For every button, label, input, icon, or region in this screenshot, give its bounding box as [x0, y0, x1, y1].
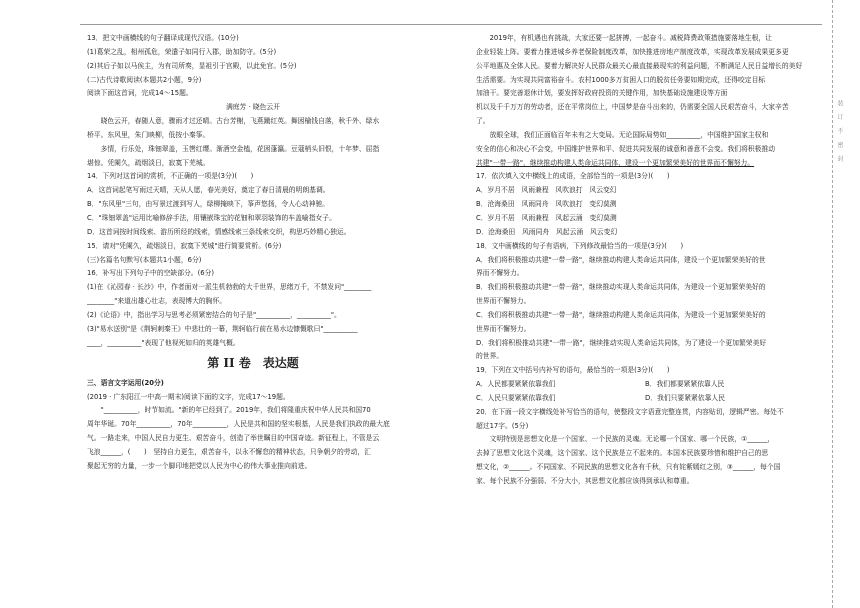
option-18d: D．我们将积极推动共建"一带一路"，继续推动实现人类命运共同体，为了建设一个更加繁荣美好: [476, 338, 767, 347]
passage-line: 安全的信心和决心不会变，中国维护世界和平、促进共同发展的诚意和善意不会变。我们将积极推动: [476, 144, 776, 153]
passage-line: 2019年，有机遇也有挑战，大家还要一起拼搏，一起奋斗。减税降费政策措施要落地生根，让: [489, 34, 772, 42]
passage-line: 气。一路走来，中国人民自力更生、艰苦奋斗，创造了举世瞩目的中国奇迹。新征程上，不管是云: [87, 434, 380, 443]
question-20-cont: 超过17字。(5分): [476, 421, 529, 430]
option-14b: B．"东风里"三句，由写景过渡到写人，绿柳掩映下，筝声悠扬，令人心动神驰。: [87, 200, 330, 209]
option-18a-cont: 界而不懈努力。: [476, 269, 524, 278]
right-column: [476, 32, 814, 489]
poem-line: 晓色云开，春随人意，骤雨才过还晴。古台芳榭，飞燕蹴红英。舞困榆钱自落，秋千外、绿水: [100, 117, 380, 126]
underlined-sentence: 共建"一带一路"，继续推动构建人类命运共同体，建设一个更加繁荣美好的世界而不懈努力。: [476, 158, 755, 167]
poem-line: 桥平。东风里，朱门映柳，低按小秦筝。: [87, 130, 210, 139]
question-16-3: (3)"易水送别"是《荆轲刺秦王》中悲壮的一幕，荆轲临行前在易水边慷慨歌曰"__________: [87, 324, 358, 333]
passage-line: 想文化，②______。不同国家、不同民族的思想文化各有千秋，只有姹紫嫣红之别，③______，每个国: [476, 463, 781, 472]
options-19-row2: [476, 392, 814, 406]
poem-title: 满庭芳 · 晓色云开: [225, 103, 281, 112]
binding-line: [832, 0, 834, 608]
question-16-1-cont: ________"来道出雄心壮志，表现博大的胸怀。: [87, 297, 227, 306]
question-20: 20．在下面一段文字横线处补写恰当的语句，使整段文字语意完整连贯，内容贴切，逻辑严密。每处不: [476, 407, 784, 416]
question-14: 14．下列对这首词的赏析，不正确的一项是(3分)( ): [87, 172, 254, 181]
passage-line: 去掉了思想文化这个灵魂，这个国家、这个民族是立不起来的。本国本民族要珍惜和维护自己的思: [476, 449, 769, 458]
question-16-1: (1)在《沁园春 · 长沙》中，作者面对一派生机勃勃的大千世界，思绪万千，不禁发问"________: [87, 283, 372, 292]
option-19b: B．我们都要紧紧依靠人民: [645, 380, 725, 389]
question-15: 15．请对"凭阑久，疏烟淡日，寂寞下芜城"进行简要赏析。(6分): [87, 241, 282, 250]
part-2-heading: 第 II 卷 表达题: [207, 356, 299, 371]
question-19: 19．下列在文中括号内补写的语句，最恰当的一项是(3分)( ): [476, 366, 670, 375]
passage-line: 周年华诞。70年__________，70年__________，人民是共和国的坚实根基，人民是我们执政的最大底: [87, 420, 390, 429]
option-17d: D．沧海桑田 风雨同舟 风起云涌 风云变幻: [476, 227, 618, 236]
binding-label: 装 订 不 密 封: [836, 100, 843, 165]
question-13-2: (2)其后子如以马俟主，为有司所奏，显祖引于宫殿，以此免官。(5分): [87, 61, 297, 70]
option-18c-cont: 世界而不懈努力。: [476, 324, 531, 333]
option-19c: C．人民只要紧紧依靠我们: [476, 393, 556, 402]
option-18a: A．我们将积极推动共建"一带一路"，继续推动构建人类命运共同体，建设一个更加繁荣美好的世: [476, 255, 766, 264]
question-18: 18．文中画横线的句子有语病，下列修改最恰当的一项是(3分)( ): [476, 241, 684, 250]
poem-line: 堪惊。凭阑久，疏烟淡日，寂寞下芜城。: [87, 158, 210, 167]
option-17c: C．岁月不居 风雨兼程 风起云涌 变幻莫测: [476, 213, 617, 222]
option-17b: B．沧海桑田 风雨同舟 风吹浪打 变幻莫测: [476, 200, 617, 209]
option-17a: A．岁月不居 风雨兼程 风吹浪打 风云变幻: [476, 186, 617, 195]
options-19-row1: [476, 378, 814, 392]
option-14c: C．"珠钿翠盖"运用比喻修辞手法，用镶嵌珠宝的花钿和翠羽装饰的车盖喻指女子。: [87, 213, 336, 222]
question-13: 13．把文中画横线的句子翻译成现代汉语。(10分): [87, 34, 239, 42]
passage-line: 家、每个民族不分强弱、不分大小，其思想文化都应该得到承认和尊重。: [476, 477, 694, 485]
top-rule: [80, 24, 822, 25]
option-18d-cont: 的世界。: [476, 352, 504, 361]
passage-line: 机以及千千万万的劳动者，还在平常岗位上，中国梦是奋斗出来的，仍需要全国人民艰苦奋斗，大家辛苦: [476, 103, 789, 112]
passage-line: 聚起无穷的力量，一步一个脚印地把党以人民为中心的伟大事业推向前进。: [87, 461, 312, 470]
passage-line: 了。: [476, 117, 490, 126]
option-18b-cont: 世界而不懈努力。: [476, 297, 531, 306]
option-19d: D．我们只要紧紧依靠人民: [645, 393, 725, 402]
passage-line: 生活需要。为实现共同富裕奋斗。农村1000多万贫困人口的脱贫任务要如期完成，还得咬定目标: [476, 75, 766, 84]
left-column: [87, 32, 419, 474]
option-14d: D．这首词按时间线索、游历所经的线索，情感线索三条线索交织，构思巧妙精心独运。: [87, 227, 351, 236]
option-18b: B．我们将积极推动共建"一带一路"，继续推动实现人类命运共同体，为建设一个更加繁荣美好的: [476, 283, 766, 292]
question-16: 16．补写出下列句子中的空缺部分。(6分): [87, 269, 215, 278]
passage-line: 飞浪______，( ) 坚持自力更生，艰苦奋斗，以永不懈怠的精神状态，只争朝夕的劳动，汇: [87, 448, 371, 457]
passage-line: 加油干。要完善退休计划，要发挥好政府投资的关键作用，加快基础设施建设等方面: [476, 89, 728, 98]
option-19a: A．人民都要紧紧依靠我们: [476, 380, 556, 389]
option-14a: A．这首词起笔写雨过天晴，天从人愿，春光美好，奠定了春日清晨的明朗基调。: [87, 186, 330, 195]
section-poetry-instruction: 阅读下面这首词，完成14～15题。: [87, 89, 193, 98]
option-18c: C．我们将积极推动共建"一带一路"，继续推动构建人类命运共同体，为建设一个更加繁荣美好的: [476, 310, 766, 319]
passage-line: 企业轻装上阵。要着力推进城乡养老保险制度改革，加快推进房地产制度改革，实现改革发展成果更多更: [476, 47, 789, 56]
poem-line: 多情，行乐处，珠钿翠盖，玉辔红缨。渐酒空金榼，花困蓬瀛。豆蔻梢头旧恨，十年梦、屈指: [100, 144, 380, 153]
passage-line: 文明特别是思想文化是一个国家、一个民族的灵魂。无论哪一个国家、哪一个民族，①______，: [489, 435, 775, 444]
passage-line: 放眼全球，我们正面临百年未有之大变局。无论国际局势如__________，中国维护国家主权和: [489, 130, 769, 139]
section-poetry-title: (二)古代诗歌阅读(本题共2小题，9分): [87, 75, 202, 84]
question-17: 17．依次填入文中横线上的成语，全部恰当的一项是(3分)( ): [476, 172, 670, 181]
question-16-3-cont: ____，__________"表现了他视死如归的英雄气概。: [87, 338, 240, 347]
passage-line: "__________，时节如流。"新的年已经到了。2019年，我们将隆重庆祝中华人民共和国70: [100, 406, 371, 415]
question-16-2: (2)《论语》中，指出学习与思考必须紧密结合的句子是"__________，__________"。: [87, 310, 341, 319]
question-13-1: (1)葛荣之乱，相州孤危，荣遣子如同行入郡，助加防守。(5分): [87, 47, 277, 56]
section-recitation-title: (三)名篇名句默写(本题共1小题，6分): [87, 255, 202, 264]
passage-source: (2019 · 广东阳江一中高一期末)阅读下面的文字，完成17～19题。: [87, 392, 290, 401]
section-language-title: 三、语言文字运用(20分): [87, 378, 164, 387]
passage-line: 公平地惠及全体人民。要着力解决好人民群众最关心最直接最现实的利益问题，不断满足人民日益增长的美好: [476, 61, 803, 70]
